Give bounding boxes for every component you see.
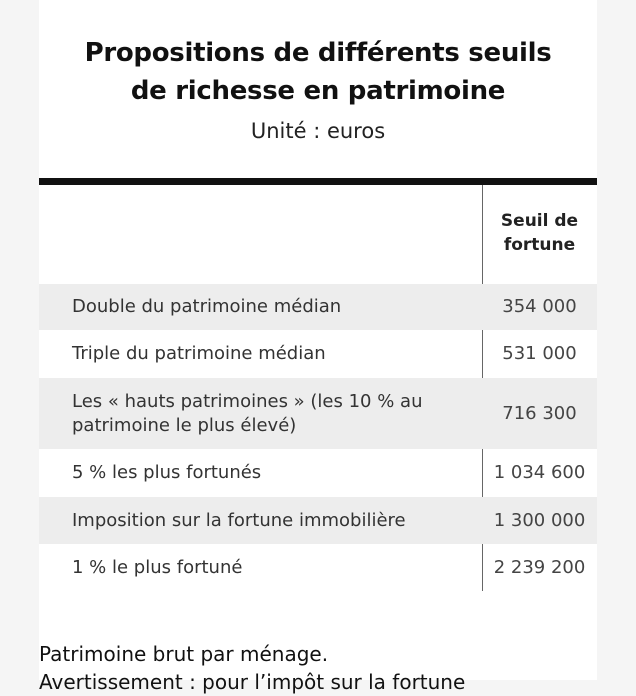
row-value: 531 000 — [502, 343, 577, 364]
footnote-line-1: Patrimoine brut par ménage. — [39, 642, 329, 666]
footnote-line-2: Avertissement : pour l’impôt sur la fortune — [39, 670, 466, 694]
row-value: 716 300 — [502, 402, 577, 424]
table-subtitle: Unité : euros — [250, 119, 386, 143]
row-value: 1 034 600 — [493, 462, 586, 483]
row-value: 2 239 200 — [493, 556, 586, 578]
table-row — [39, 284, 597, 330]
footnote — [39, 640, 619, 696]
table-row — [39, 449, 597, 497]
row-label: Imposition sur la fortune immobilière — [72, 509, 406, 531]
row-label: Triple du patrimoine médian — [72, 343, 326, 364]
row-value: 1 300 000 — [493, 509, 586, 531]
column-header-line-2: fortune — [503, 235, 576, 255]
table-title — [39, 34, 597, 110]
table-title-line-1: Propositions de différents seuils — [84, 38, 552, 68]
table-row — [39, 330, 597, 378]
column-header-line-1: Seuil de — [500, 211, 579, 231]
table-card — [39, 0, 597, 680]
row-label: 1 % le plus fortuné — [72, 556, 243, 578]
row-label: 5 % les plus fortunés — [72, 462, 262, 483]
table-row — [39, 544, 597, 591]
column-header-threshold — [482, 209, 597, 257]
table-row — [39, 378, 597, 449]
table-title-line-2: de richesse en patrimoine — [130, 76, 506, 106]
table-row — [39, 497, 597, 544]
row-label: Double du patrimoine médian — [72, 296, 342, 317]
header-divider — [39, 178, 597, 185]
row-label: Les « hauts patrimoines » (les 10 % au patrimoine le plus élevé) — [72, 390, 423, 436]
row-value: 354 000 — [502, 296, 577, 317]
